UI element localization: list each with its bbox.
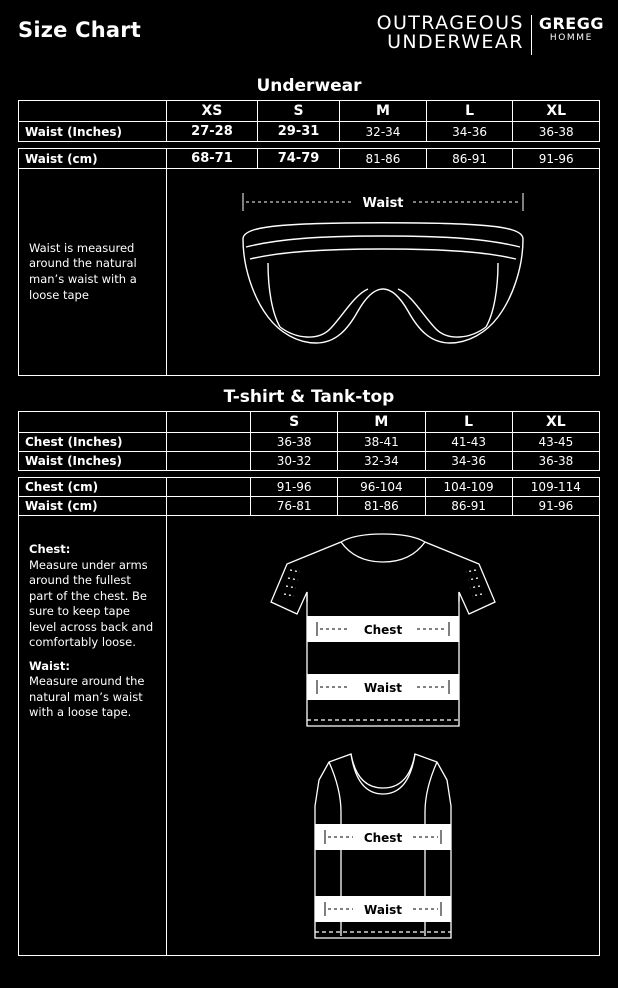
brand-line-2: UNDERWEAR [387, 31, 524, 54]
tshirt-section-title: T-shirt & Tank-top [223, 387, 395, 407]
brand-sub-wordmark [539, 14, 604, 43]
cell-chest-cm-l: 104-109 [425, 478, 512, 497]
size-header-s: S [251, 412, 338, 433]
tshirt-waist-label: Waist [364, 681, 402, 695]
cell-waist-cm-s: 74-79 [257, 149, 339, 169]
tanktop-diagram [233, 746, 533, 946]
table-spacer-row [19, 471, 600, 478]
table-row [19, 497, 600, 516]
page-title: Size Chart [18, 18, 142, 42]
cell-waist-inches-xl: 36-38 [513, 122, 600, 142]
cell-empty [167, 478, 251, 497]
brand-wordmark [377, 14, 524, 53]
brand-divider [531, 15, 532, 55]
cell-waist-cm-xl: 91-96 [512, 497, 599, 516]
tanktop-waist-label: Waist [364, 903, 402, 917]
tshirt-notes [19, 516, 167, 955]
size-header-xl: XL [513, 101, 600, 122]
cell-chest-inches-s: 36-38 [251, 433, 338, 452]
cell-waist-cm-m: 81-86 [338, 497, 425, 516]
cell-waist-inches-l: 34-36 [425, 452, 512, 471]
underwear-illustration-box [18, 169, 600, 376]
table-row [19, 433, 600, 452]
cell-empty [167, 497, 251, 516]
row-label-waist-inches: Waist (Inches) [19, 122, 167, 142]
waist-note-body: Measure around the natural man’s waist with a loose tape. [29, 674, 145, 720]
cell-empty [167, 433, 251, 452]
cell-chest-cm-s: 91-96 [251, 478, 338, 497]
cell-chest-cm-m: 96-104 [338, 478, 425, 497]
table-row [19, 478, 600, 497]
tshirt-size-table [18, 411, 600, 516]
tshirt-illustrations [167, 516, 599, 955]
chest-note [29, 542, 158, 651]
size-header-l: L [425, 412, 512, 433]
size-header-l: L [426, 101, 513, 122]
page-header [0, 0, 618, 72]
table-corner-cell [19, 101, 167, 122]
cell-waist-cm-l: 86-91 [426, 149, 513, 169]
tanktop-chest-label: Chest [363, 831, 403, 845]
size-header-m: M [338, 412, 425, 433]
brand-logo [377, 14, 604, 55]
underwear-note-text: Waist is measured around the natural man’s waist with a loose tape [29, 240, 137, 302]
size-header-m: M [340, 101, 427, 122]
cell-waist-cm-m: 81-86 [340, 149, 427, 169]
cell-waist-inches-s: 30-32 [251, 452, 338, 471]
cell-empty [167, 452, 251, 471]
cell-waist-inches-xl: 36-38 [512, 452, 599, 471]
cell-waist-inches-xs: 27-28 [167, 122, 258, 142]
table-spacer-row [19, 142, 600, 149]
cell-waist-cm-s: 76-81 [251, 497, 338, 516]
cell-waist-cm-l: 86-91 [425, 497, 512, 516]
underwear-table-wrap [18, 100, 600, 169]
cell-waist-inches-m: 32-34 [338, 452, 425, 471]
tshirt-diagram [233, 530, 533, 740]
size-header-xl: XL [512, 412, 599, 433]
brief-diagram [168, 177, 598, 367]
tshirt-illustration-box [18, 516, 600, 956]
size-header-xs: XS [167, 101, 258, 122]
table-corner-cell [19, 412, 167, 433]
cell-waist-inches-l: 34-36 [426, 122, 513, 142]
waist-note [29, 659, 158, 721]
cell-chest-inches-xl: 43-45 [512, 433, 599, 452]
table-header-row [19, 412, 600, 433]
cell-chest-cm-xl: 109-114 [512, 478, 599, 497]
row-label-waist-inches: Waist (Inches) [19, 452, 167, 471]
brand-sub-line-2: HOMME [549, 32, 593, 43]
underwear-diagram-label: Waist [362, 196, 404, 211]
row-label-waist-cm: Waist (cm) [19, 149, 167, 169]
cell-chest-inches-m: 38-41 [338, 433, 425, 452]
chest-note-body: Measure under arms around the fullest part of the chest. Be sure to keep tape level across back and comfortably loose. [29, 557, 154, 650]
table-spacer-cell [167, 412, 251, 433]
brand-sub-line-1: GREGG [538, 14, 604, 33]
underwear-note [19, 169, 167, 375]
cell-waist-cm-xs: 68-71 [167, 149, 258, 169]
cell-waist-inches-s: 29-31 [257, 122, 339, 142]
row-label-chest-cm: Chest (cm) [19, 478, 167, 497]
underwear-illustration [167, 169, 599, 375]
table-row [19, 122, 600, 142]
brand-line-1: OUTRAGEOUS [376, 12, 524, 34]
cell-chest-inches-l: 41-43 [425, 433, 512, 452]
cell-waist-cm-xl: 91-96 [513, 149, 600, 169]
size-header-s: S [257, 101, 339, 122]
row-label-chest-inches: Chest (Inches) [19, 433, 167, 452]
table-row [19, 149, 600, 169]
row-label-waist-cm: Waist (cm) [19, 497, 167, 516]
tshirt-chest-label: Chest [363, 623, 403, 637]
tshirt-table-wrap [18, 411, 600, 516]
underwear-section-title: Underwear [256, 76, 362, 96]
cell-waist-inches-m: 32-34 [340, 122, 427, 142]
table-row [19, 452, 600, 471]
waist-note-title: Waist: [29, 658, 70, 673]
chest-note-title: Chest: [29, 542, 71, 556]
table-header-row [19, 101, 600, 122]
underwear-size-table [18, 100, 600, 169]
